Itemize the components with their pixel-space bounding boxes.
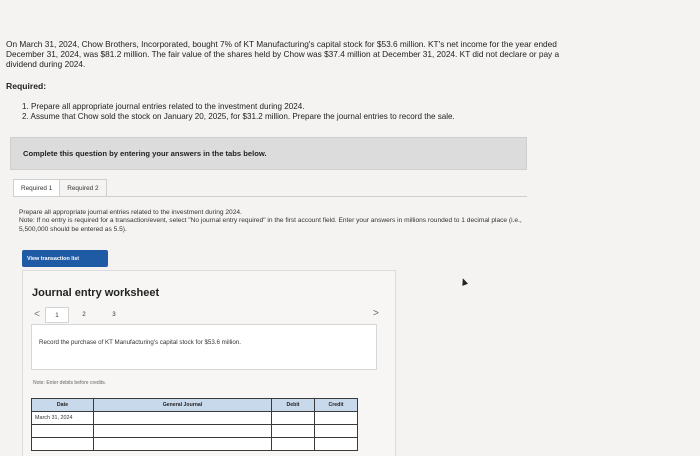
mouse-pointer-icon xyxy=(460,277,468,286)
tab-panel xyxy=(13,196,527,244)
debit-cell[interactable] xyxy=(272,425,315,438)
worksheet-pager xyxy=(29,307,129,323)
journal-header-row xyxy=(32,399,358,412)
instruction-note: Note: If no entry is required for a transaction/event, select "No journal entry required" in the first account field. Enter your answers in millions rounded to 1 decimal place (i.e., 5,500,000 should be entered as 5.5). xyxy=(19,217,522,233)
credit-cell[interactable] xyxy=(315,438,358,451)
general-journal-header: General Journal xyxy=(94,399,272,412)
table-row xyxy=(32,412,358,425)
chevron-left-icon[interactable]: < xyxy=(34,309,40,320)
view-transaction-list-button[interactable]: View transaction list xyxy=(22,250,108,267)
instruction-line-1: Prepare all appropriate journal entries related to the investment during 2024. xyxy=(19,209,242,216)
tab-instructions xyxy=(19,209,539,234)
page-2-button[interactable]: 2 xyxy=(82,311,86,318)
worksheet-title: Journal entry worksheet xyxy=(32,287,160,299)
chevron-right-icon[interactable]: > xyxy=(373,308,379,319)
required-item-1: 1. Prepare all appropriate journal entries related to the investment during 2024. xyxy=(22,102,305,111)
banner-text: Complete this question by entering your answers in the tabs below. xyxy=(23,149,267,158)
tab-required-2[interactable]: Required 2 xyxy=(59,179,106,197)
table-row xyxy=(32,425,358,438)
required-tabs xyxy=(13,179,107,197)
debit-cell[interactable] xyxy=(272,412,315,425)
problem-statement: On March 31, 2024, Chow Brothers, Incorporated, bought 7% of KT Manufacturing's capital stock for $53.6 million. KT's net income for the year ended December 31, 2024, was $81.2 million. The fair value of the shares held by Chow was $37.4 million at December 31, 2024. KT did not declare or pay a dividend during 2024. xyxy=(6,39,560,70)
record-instruction-text: Record the purchase of KT Manufacturing's capital stock for $53.6 million. xyxy=(39,339,241,346)
page-1-button[interactable]: 1 xyxy=(45,307,69,323)
account-cell[interactable] xyxy=(94,425,272,438)
date-header: Date xyxy=(32,399,94,412)
page-3-button[interactable]: 3 xyxy=(112,311,116,318)
date-cell[interactable] xyxy=(32,425,94,438)
required-list xyxy=(22,102,582,122)
instruction-banner xyxy=(10,137,527,170)
credit-cell[interactable] xyxy=(315,425,358,438)
account-cell[interactable] xyxy=(94,438,272,451)
debit-header: Debit xyxy=(272,399,315,412)
account-cell[interactable] xyxy=(94,412,272,425)
journal-table xyxy=(31,398,358,451)
date-cell[interactable]: March 31, 2024 xyxy=(32,412,94,425)
debit-cell[interactable] xyxy=(272,438,315,451)
credit-cell[interactable] xyxy=(315,412,358,425)
date-cell[interactable] xyxy=(32,438,94,451)
required-heading: Required: xyxy=(6,81,47,91)
table-row xyxy=(32,438,358,451)
required-item-2: 2. Assume that Chow sold the stock on January 20, 2025, for $31.2 million. Prepare the journal entries to record the sale. xyxy=(22,112,455,121)
credit-header: Credit xyxy=(315,399,358,412)
tab-required-1[interactable]: Required 1 xyxy=(13,179,60,197)
record-instruction-box xyxy=(31,324,377,370)
debits-note: Note: Enter debits before credits. xyxy=(33,380,107,386)
